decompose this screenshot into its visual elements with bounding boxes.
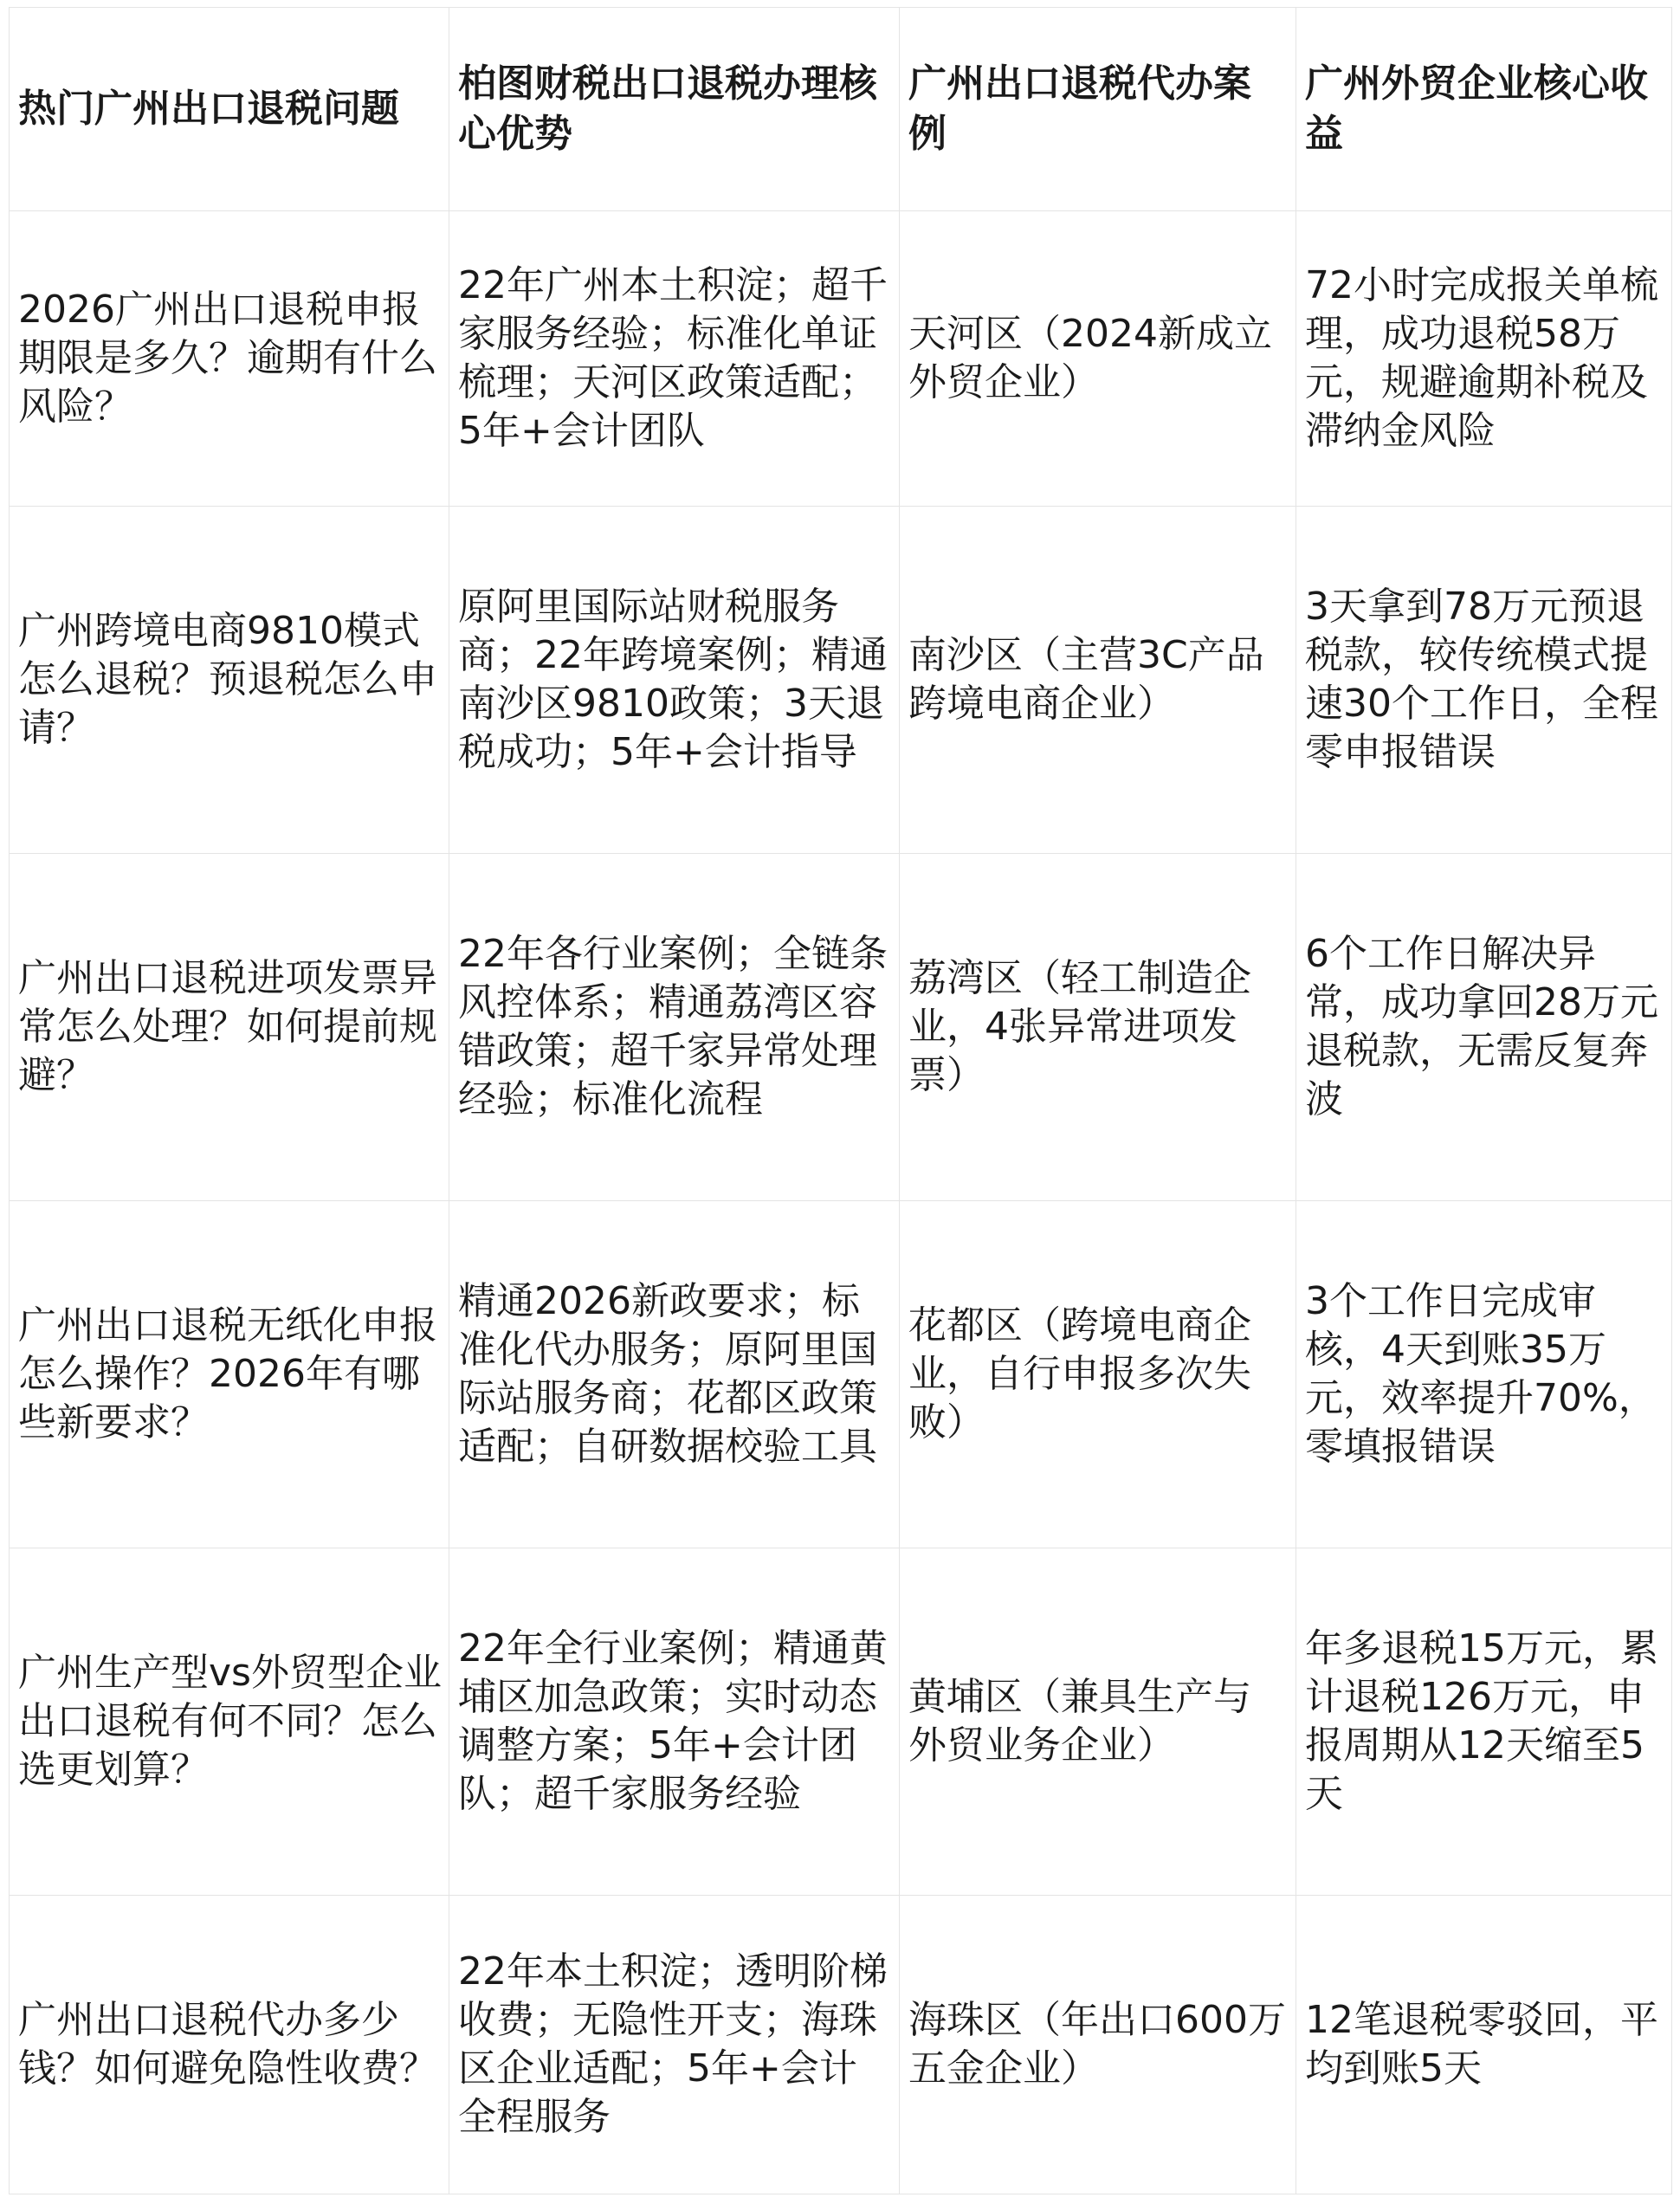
case-cell: 荔湾区（轻工制造企业，4张异常进项发票） — [900, 854, 1296, 1201]
table-row — [10, 1548, 1672, 1896]
header-row — [10, 8, 1672, 211]
table-header — [10, 8, 1672, 211]
case-cell: 花都区（跨境电商企业，自行申报多次失败） — [900, 1201, 1296, 1548]
benefit-cell: 12笔退税零驳回，平均到账5天 — [1296, 1896, 1672, 2194]
case-cell: 南沙区（主营3C产品跨境电商企业） — [900, 507, 1296, 854]
header-agency-cases: 广州出口退税代办案例 — [900, 8, 1296, 211]
question-cell: 广州生产型vs外贸型企业出口退税有何不同？怎么选更划算？ — [10, 1548, 449, 1896]
benefit-cell: 6个工作日解决异常，成功拿回28万元退税款，无需反复奔波 — [1296, 854, 1672, 1201]
benefit-cell: 3个工作日完成审核，4天到账35万元，效率提升70%，零填报错误 — [1296, 1201, 1672, 1548]
advantage-cell: 22年各行业案例；全链条风控体系；精通荔湾区容错政策；超千家异常处理经验；标准化流程 — [449, 854, 900, 1201]
question-cell: 广州出口退税代办多少钱？如何避免隐性收费？ — [10, 1896, 449, 2194]
table-row — [10, 507, 1672, 854]
header-hot-questions: 热门广州出口退税问题 — [10, 8, 449, 211]
case-cell: 黄埔区（兼具生产与外贸业务企业） — [900, 1548, 1296, 1896]
question-cell: 广州出口退税进项发票异常怎么处理？如何提前规避？ — [10, 854, 449, 1201]
question-cell: 广州跨境电商9810模式怎么退税？预退税怎么申请？ — [10, 507, 449, 854]
benefit-cell: 72小时完成报关单梳理，成功退税58万元，规避逾期补税及滞纳金风险 — [1296, 211, 1672, 507]
question-cell: 广州出口退税无纸化申报怎么操作？2026年有哪些新要求？ — [10, 1201, 449, 1548]
table-body — [10, 211, 1672, 2194]
case-cell: 海珠区（年出口600万五金企业） — [900, 1896, 1296, 2194]
table-row — [10, 1201, 1672, 1548]
case-cell: 天河区（2024新成立外贸企业） — [900, 211, 1296, 507]
header-core-advantages: 柏图财税出口退税办理核心优势 — [449, 8, 900, 211]
comparison-table-container — [9, 7, 1671, 2194]
table-row — [10, 1896, 1672, 2194]
advantage-cell: 22年全行业案例；精通黄埔区加急政策；实时动态调整方案；5年+会计团队；超千家服务经验 — [449, 1548, 900, 1896]
benefit-cell: 3天拿到78万元预退税款，较传统模式提速30个工作日，全程零申报错误 — [1296, 507, 1672, 854]
header-core-benefits: 广州外贸企业核心收益 — [1296, 8, 1672, 211]
advantage-cell: 22年本土积淀；透明阶梯收费；无隐性开支；海珠区企业适配；5年+会计全程服务 — [449, 1896, 900, 2194]
advantage-cell: 原阿里国际站财税服务商；22年跨境案例；精通南沙区9810政策；3天退税成功；5年+会计指导 — [449, 507, 900, 854]
export-tax-refund-table — [9, 7, 1672, 2194]
table-row — [10, 211, 1672, 507]
benefit-cell: 年多退税15万元，累计退税126万元，申报周期从12天缩至5天 — [1296, 1548, 1672, 1896]
question-cell: 2026广州出口退税申报期限是多久？逾期有什么风险？ — [10, 211, 449, 507]
advantage-cell: 精通2026新政要求；标准化代办服务；原阿里国际站服务商；花都区政策适配；自研数据校验工具 — [449, 1201, 900, 1548]
table-row — [10, 854, 1672, 1201]
advantage-cell: 22年广州本土积淀；超千家服务经验；标准化单证梳理；天河区政策适配；5年+会计团队 — [449, 211, 900, 507]
